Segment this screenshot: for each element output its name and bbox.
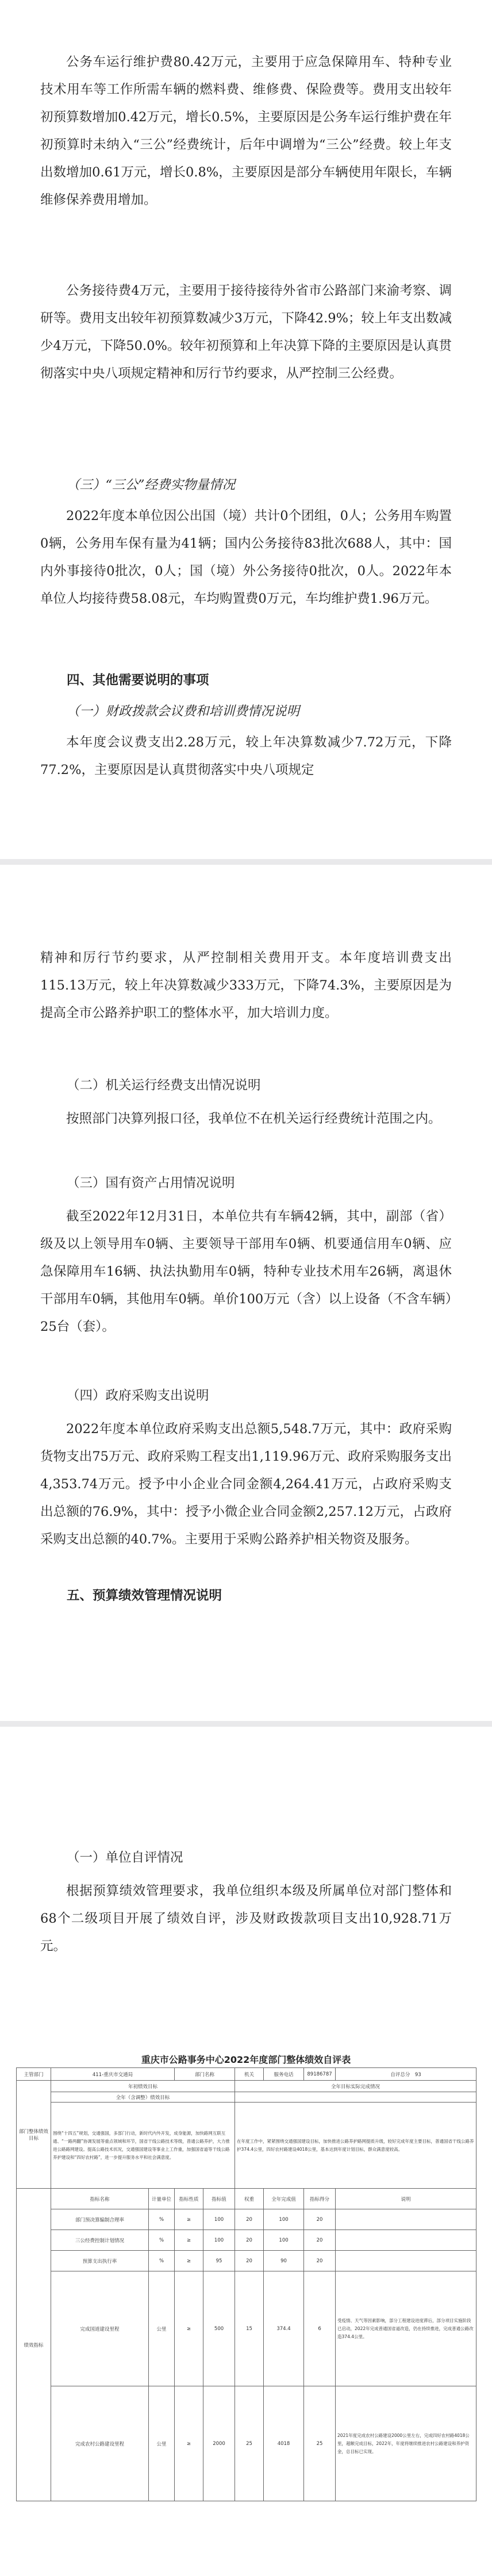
header-score: 指标得分: [304, 2189, 336, 2209]
row-cell: 374.4: [264, 2271, 304, 2386]
row-cell: 完成农村公路建设里程: [51, 2386, 149, 2501]
row-cell: 20: [304, 2209, 336, 2230]
row-cell: %: [149, 2209, 175, 2230]
row-cell: 6: [304, 2271, 336, 2386]
row-cell: 500: [203, 2271, 235, 2386]
row-cell: 100: [203, 2209, 235, 2230]
row-cell: 预算支出执行率: [51, 2251, 149, 2271]
dept-value: 411-重庆市交通局: [51, 2068, 175, 2081]
row-cell: [336, 2209, 476, 2230]
row-cell: 15: [235, 2271, 264, 2386]
row-cell: 20: [235, 2209, 264, 2230]
row-cell: 完成国道建设里程: [51, 2271, 149, 2386]
row-cell: 部门预决算编制合理率: [51, 2209, 149, 2230]
header-name: 指标名称: [51, 2189, 149, 2209]
paragraph-reception-fee: 公务接待费4万元，主要用于接待接待外省市公路部门来渝考察、调研等。费用支出较年初预算数减少3万元，下降42.9%；较上年支出数减少4万元，下降50.0%。较年初预算和上年决算下降的主要原因是认真贯彻落实中央八项规定精神和厉行节约要求，从严控制三公经费。: [40, 283, 452, 381]
performance-evaluation-table: [16, 2067, 476, 2501]
row-cell: 100: [264, 2230, 304, 2251]
header-type: 指标性质: [175, 2189, 203, 2209]
row-cell: 公里: [149, 2271, 175, 2386]
row-cell: [336, 2251, 476, 2271]
plan-text: 围绕“十四五”规划，交通强国，多部门行动，新时代内外开发，成身能源，加快路网互联互通、“一路两翻”协调发展等重点领域和环节，国省干线公路技术等级，普通公路养护，大力推进公路路网建设。提高公路技术状况，交通强国建设等事业上工作重，加强国省道等干线公路养护建设和“四好农村路”，进一步提升服务水平和社会满意度。: [51, 2103, 235, 2189]
row-cell: ≥: [175, 2209, 203, 2230]
heading-three-public-expense-quantity: （三）“三公”经费实物量情况: [67, 478, 236, 492]
row-cell: ≥: [175, 2230, 203, 2251]
heading-one-self-evaluation: （一）单位自评情况: [67, 1850, 183, 1865]
header-note: 说明: [336, 2189, 476, 2209]
score-label: 自评总分: [390, 2071, 410, 2078]
actual-text: 在年度工作中，紧紧围绕交通强国建设目标，加快推进公路养护路网提质升级，较好完成年度主要目标，普通国省干线公路养护374.4公里，四好农村路建设4018公里，基本达到年度计划目标，群众满意度较高。: [235, 2103, 476, 2189]
row-cell: 2000: [203, 2386, 235, 2501]
heading-four-procurement: （四）政府采购支出说明: [67, 1388, 209, 1403]
score-cell: [336, 2068, 476, 2081]
heading-three-state-assets: （三）国有资产占用情况说明: [67, 1176, 235, 1191]
table-row: [17, 2271, 476, 2386]
row-cell: [336, 2230, 476, 2251]
plan-label: 年初绩效目标: [51, 2081, 235, 2092]
table-row: [17, 2209, 476, 2230]
row-cell: 20: [304, 2251, 336, 2271]
table-row: [17, 2230, 476, 2251]
header-actual: 全年完成值: [264, 2189, 304, 2209]
heading-five-performance: 五、预算绩效管理情况说明: [67, 1588, 222, 1603]
row-cell: 20: [235, 2230, 264, 2251]
header-unit: 计量单位: [149, 2189, 175, 2209]
actual-spacer: [235, 2092, 476, 2103]
actual-label: 全年目标实际完成情况: [235, 2081, 476, 2092]
score-value: 93: [414, 2071, 421, 2078]
row-cell: 受疫情、天气等因素影响，部分工程建设进度滞后，部分项目实施阶段已启动，2022年完成普通国省道改造，仍在持续推进，完成普通公路改造374.4公里。: [336, 2271, 476, 2386]
row-cell: ≥: [175, 2251, 203, 2271]
row-cell: 20: [235, 2251, 264, 2271]
paragraph-vehicle-maintenance: 公务车运行维护费80.42万元，主要用于应急保障用车、特种专业技术用车等工作所需车辆的燃料费、维修费、保险费等。费用支出较年初预算数增加0.42万元，增长0.5%，主要原因是公务车运行维护费在年初预算时未纳入“三公”经费统计，后年中调增为“三公”经费。较上年支出数增加0.61万元，增长0.8%，主要原因是部分车辆使用年限长，车辆维修保养费用增加。: [40, 55, 452, 207]
code-value: 89186787: [304, 2068, 336, 2081]
document-page-1: [0, 0, 492, 859]
paragraph-state-assets: 截至2022年12月31日，本单位共有车辆42辆，其中，副部（省）级及以上领导用车0辆、主要领导干部用车0辆、机要通信用车0辆、应急保障用车16辆、执法执勤用车0辆，特种专业技术用车26辆，离退休干部用车0辆，其他用车0辆。单价100万元（含）以上设备（不含车辆）25台（套）。: [40, 1209, 452, 1334]
row-cell: 95: [203, 2251, 235, 2271]
row-cell: 20: [304, 2230, 336, 2251]
code-label: 服务电话: [264, 2068, 304, 2081]
row-cell: 4018: [264, 2386, 304, 2501]
table-row: [17, 2251, 476, 2271]
goal-section-label: 部门整体绩效目标: [17, 2081, 51, 2189]
row-cell: 25: [304, 2386, 336, 2501]
row-cell: %: [149, 2251, 175, 2271]
row-cell: 100: [264, 2209, 304, 2230]
row-cell: 2021年度完成农村公路建设2000公里左右，完成四好农村路4018公里，超额完成目标，2022年，年度将继续推进农村公路建设和养护资金，总目标已实现。: [336, 2386, 476, 2501]
paragraph-self-evaluation: 根据预算绩效管理要求，我单位组织本级及所属单位对部门整体和68个二级项目开展了绩效自评，涉及财政拨款项目支出10,928.71万元。: [40, 1884, 452, 1954]
document-page-2: [0, 865, 492, 1721]
paragraph-meeting-fee: 本年度会议费支出2.28万元，较上年决算数减少7.72万元，下降77.2%，主要原因是认真贯彻落实中央八项规定: [40, 735, 452, 777]
row-cell: 公里: [149, 2386, 175, 2501]
heading-four-one-meeting-training: （一）财政拨款会议费和培训费情况说明: [67, 704, 300, 719]
heading-four-other-matters: 四、其他需要说明的事项: [67, 673, 209, 688]
header-weight: 权重: [235, 2189, 264, 2209]
dept-label: 主管部门: [17, 2068, 51, 2081]
row-cell: ≥: [175, 2386, 203, 2501]
table-title: 重庆市公路事务中心2022年度部门整体绩效自评表: [141, 2054, 351, 2065]
paragraph-operating-expense: 按照部门决算列报口径，我单位不在机关运行经费统计范围之内。: [66, 1111, 441, 1126]
perf-section-label: 绩效指标: [17, 2189, 51, 2501]
row-cell: 25: [235, 2386, 264, 2501]
value-label: 全年（含调整）绩效目标: [51, 2092, 235, 2103]
paragraph-procurement: 2022年度本单位政府采购支出总额5,548.7万元，其中：政府采购货物支出75万元、政府采购工程支出1,119.96万元、政府采购服务支出4,353.74万元。授予中小企业合同金额4,264.41万元，占政府采购支出总额的76.9%，其中：授予小微企业合同金额2,257.12万元，占政府采购支出总额的40.7%。主要用于采购公路养护相关物资及服务。: [40, 1422, 452, 1547]
paragraph-training-fee: 精神和厉行节约要求，从严控制相关费用开支。本年度培训费支出115.13万元，较上年决算数减少333万元，下降74.3%，主要原因是为提高全市公路养护职工的整体水平，加大培训力度。: [40, 950, 452, 1021]
paragraph-three-public-expense-quantity: 2022年度本单位因公出国（境）共计0个团组，0人；公务用车购置0辆，公务用车保有量为41辆；国内公务接待83批次688人，其中：国内外事接待0批次，0人；国（境）外公务接待0批次，0人。2022年本单位人均接待费58.08元，车均购置费0万元，车均维护费1.96万元。: [40, 509, 452, 606]
row-cell: 90: [264, 2251, 304, 2271]
header-value: 指标值: [203, 2189, 235, 2209]
row-cell: 100: [203, 2230, 235, 2251]
heading-two-operating-expense: （二）机关运行经费支出情况说明: [67, 1078, 261, 1093]
table-row: [17, 2386, 476, 2501]
unit-value: 机关: [235, 2068, 264, 2081]
row-cell: ≥: [175, 2271, 203, 2386]
row-cell: %: [149, 2230, 175, 2251]
row-cell: 三公经费控制计划情况: [51, 2230, 149, 2251]
unit-label: 部门名称: [175, 2068, 235, 2081]
